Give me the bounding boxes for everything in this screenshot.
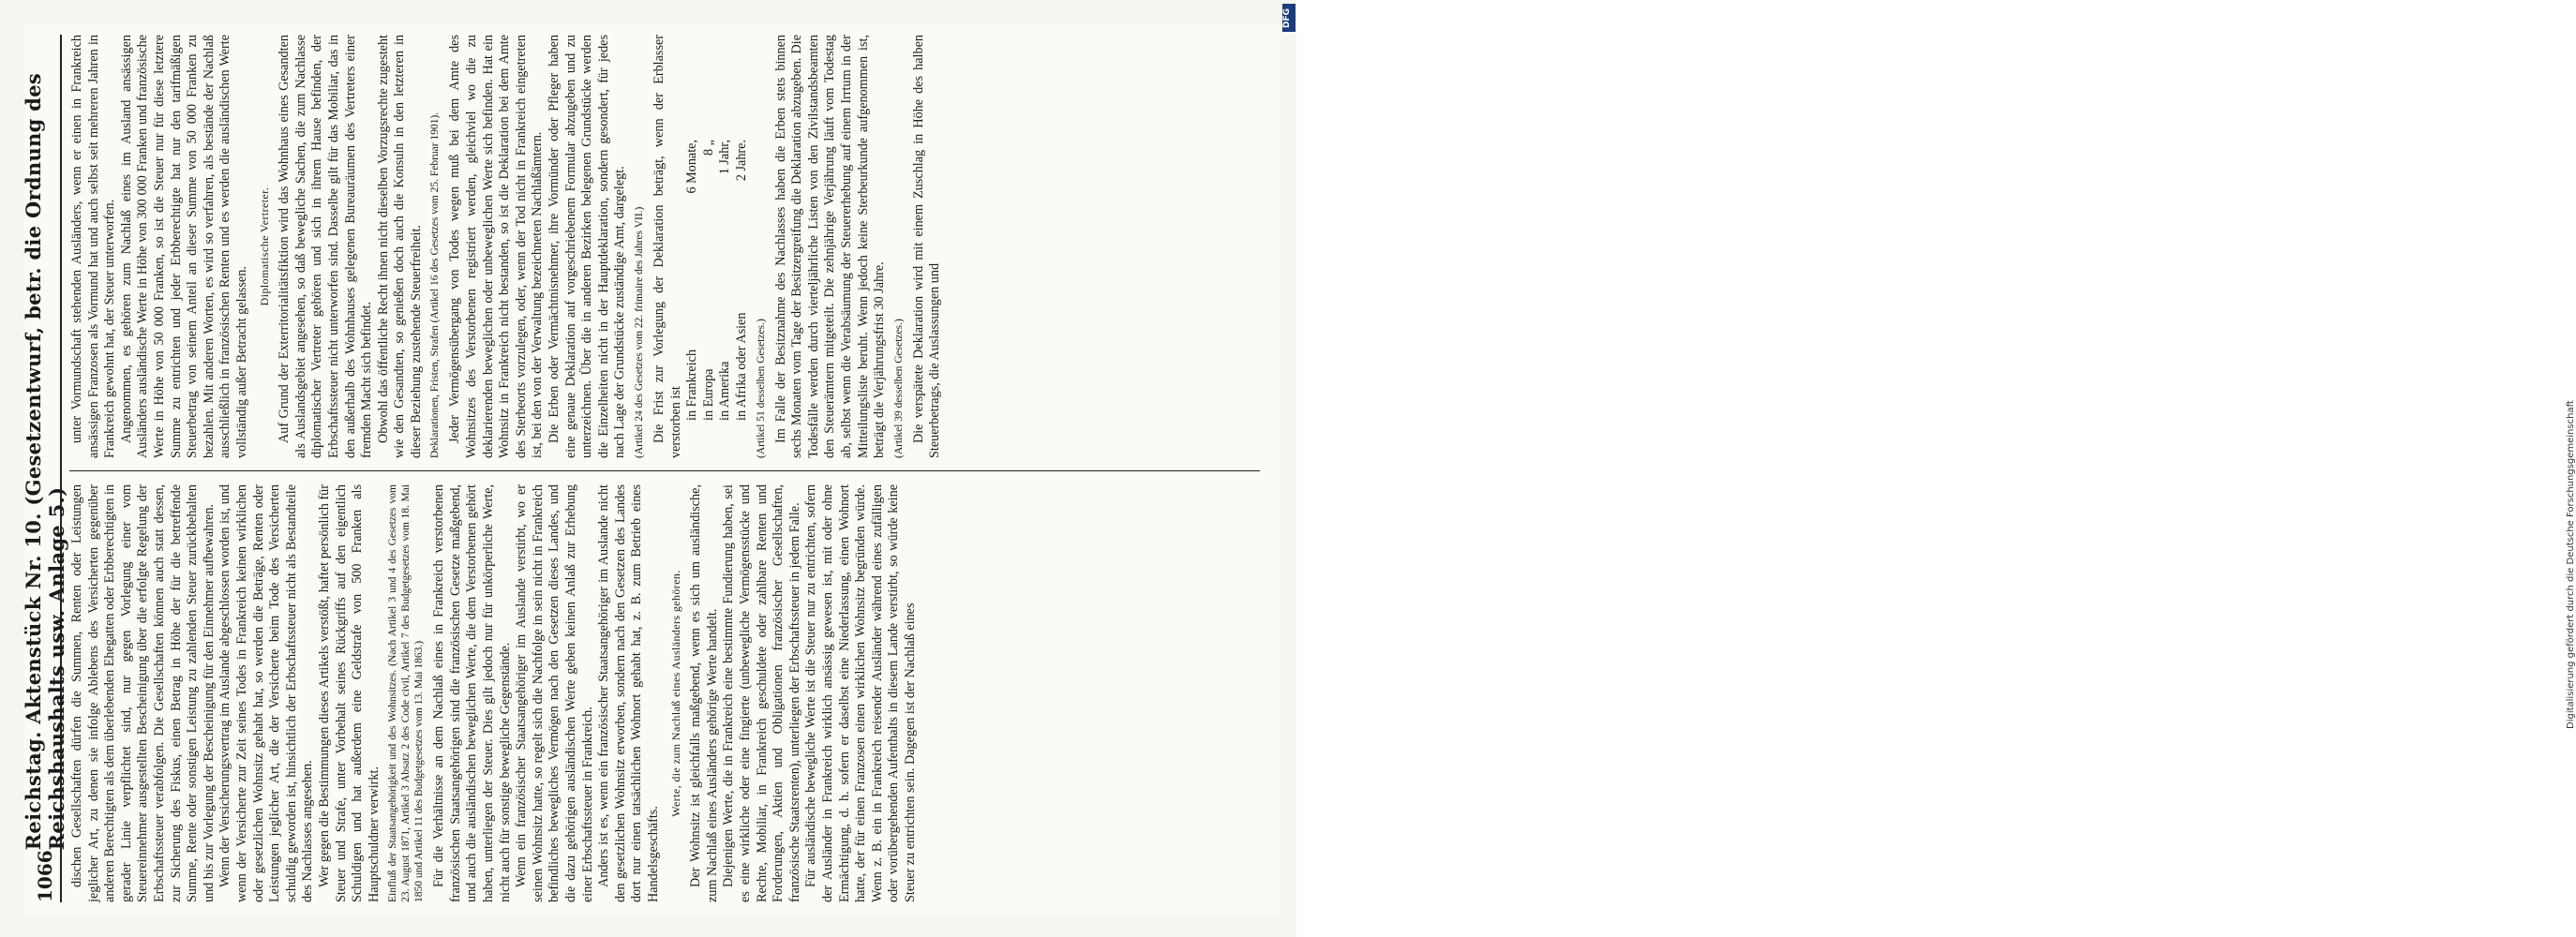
deadline-row: [717, 140, 734, 458]
paragraph: Die Erben oder Vermächtnisnehmer, ihre Vormünder oder Pfleger haben eine genaue Deklaration auf vorgeschriebenem Formular abzugeben und zu unterzeichnen. Über die in anderen Bezirken belegenen Grundstücke werden die Einzelheiten nicht in der Hauptdeklaration, sondern gesondert, für jedes nach Lage der Grundstücke zuständige Amt, dargelegt.: [547, 35, 628, 458]
deadline-term: 6 Monate,: [684, 140, 700, 194]
margin-note: [1280, 36, 2576, 729]
paragraph: Für ausländische bewegliche Werte ist die Steuer nur zu entrichten, sofern der Ausländer in Frankreich wirklich ansässig gewesen ist, mit oder ohne Ermächtigung, d. h. sofern er daselbst eine Niederlassung, einen Wohnort hatte, der für einen Franzosen einen wirklichen Wohnsitz begründen würde. Wenn z. B. ein in Frankreich reisender Ausländer während eines zufälligen oder vorübergehenden Aufenthalts in diesem Lande verstirbt, so würde keine Steuer zu entrichten sein. Dagegen ist der Nachlaß eines: [803, 484, 918, 902]
paragraph: Wer gegen die Bestimmungen dieses Artikels verstößt, haftet persönlich für Steuer und Strafe, unter Vorbehalt seines Rückgriffs auf den eigentlich Schuldigen und hat außerdem eine Geldstrafe von 500 Franken als Hauptschuldner verwirkt.: [316, 484, 382, 902]
paragraph: Auf Grund der Exterritorialitätsfiktion wird das Wohnhaus eines Gesandten als Auslandsgebiet angesehen, so daß bewegliche Sachen, die zum Nachlasse diplomatischer Vertreter gehören und sich in ihrem Hause befinden, der Erbschaftssteuer nicht unterworfen sind. Dasselbe gilt für das Mobiliar, das in den außerhalb des Wohnhauses gelegenen Bureauräumen des Vertreters einer fremden Macht sich befindet.: [277, 35, 375, 458]
digitization-note: Digitalisierung gefördert durch die Deutsche Forschungsgemeinschaft: [2566, 400, 2576, 729]
paragraph: unter Vormundschaft stehenden Ausländers, wenn er einen in Frankreich ansässigen Franzosen als Vormund hat und auch selbst seit mehreren Jahren in Frankreich gewohnt hat, der Steuer unterworfen.: [69, 35, 118, 458]
section-note: Deklarationen, Fristen, Strafen (Artikel 16 des Gesetzes vom 25. Februar 1901).: [429, 112, 442, 458]
paragraph: Obwohl das öffentliche Recht ihnen nicht dieselben Vorzugsrechte zugesteht wie den Gesandten, so genießen doch auch die Konsuln in den letzteren in dieser Beziehung zustehende Steuerfreiheit.: [375, 35, 424, 458]
text-columns: [69, 35, 1269, 902]
deadline-term: 1 Jahr,: [717, 140, 733, 175]
deadline-row: [734, 140, 751, 458]
paragraph: Für die Verhältnisse an dem Nachlaß eines in Frankreich verstorbenen französischen Staatsangehörigen sind die französischen Gesetze maßgebend, und auch die ausländischen beweglichen Werte, die dem Verstorbenen gehört haben, unterliegen der Steuer. Dies gilt jedoch nur für unkörperliche Werte, nicht auch für sonstige bewegliche Gegenstände.: [431, 484, 513, 902]
paragraph: Angenommen, es gehören zum Nachlaß eines im Ausland ansässigen Ausländers ausländische Werte in Höhe von 300 000 Franken und französische Werte in Höhe von 50 000 Franken, so ist die Steuer nur für diese letztere Summe zu entrichten und jeder Erbberechtigte hat nur den tarifmäßigen Steuerbetrag von seinem Anteil an dieser Summe von 50 000 Franken zu bezahlen. Mit anderen Worten, es wird so verfahren, als bestände der Nachlaß ausschließlich in französischen Renten und es werden die ausländischen Werte vollständig außer Betracht gelassen.: [118, 35, 249, 458]
deadline-row: [701, 140, 718, 458]
paragraph: Wenn der Versicherungsvertrag im Auslande abgeschlossen worden ist, und wenn der Versicherte zur Zeit seines Todes in Frankreich keinen wirklichen oder gesetzlichen Wohnsitz gehabt hat, so werden die Beträge, Renten oder Leistungen jeglicher Art, die der Versicherte beim Tode des Versicherten schuldig geworden ist, hinsichtlich der Erbschaftssteuer nicht als Bestandteile des Nachlasses angesehen.: [217, 484, 316, 902]
section-note: (Artikel 24 des Gesetzes vom 22. frimaire des Jahres VII.): [634, 206, 645, 458]
paragraph: Die Frist zur Vorlegung der Deklaration beträgt, wenn der Erblasser verstorben ist: [651, 35, 683, 458]
right-column: [69, 35, 1260, 458]
paragraph: Anders ist es, wenn ein französischer Staatsangehöriger im Auslande nicht den gesetzlichen Wohnsitz erworben, sondern nach den Gesetzen des Landes dort nur einen tatsächlichen Wohnort gehabt hat, z. B. zum Betrieb eines Handelsgeschäfts.: [596, 484, 661, 902]
section-note: (Artikel 39 desselben Gesetzes.): [892, 319, 905, 458]
paragraph: Die verspätete Deklaration wird mit einem Zuschlag in Höhe des halben Steuerbetrags, die Auslassungen und: [910, 35, 943, 458]
deadline-term: 8 „: [700, 140, 716, 156]
page-header: [22, 35, 68, 902]
deadline-place: in Europa: [700, 368, 716, 421]
paragraph: dischen Gesellschaften dürfen die Summen, Renten oder Leistungen jeglicher Art, zu denen sie infolge Ablebens des Versicherten gegenüber anderen Berechtigten als dem überlebenden Ehegatten oder Erbberechtigten in gerader Linie verpflichtet sind, nur gegen Vorlegung einer vom Steuereinnehmer ausgestellten Bescheinigung über die erfolgte Regelung der Erbschaftssteuer verabfolgen. Die Gesellschaften können auch statt dessen, zur Sicherung des Fiskus, einen Betrag in Höhe der für die betreffende Summe, Rente oder sonstigen Leistung zu zahlenden Steuer zurückbehalten und bis zur Vorlegung der Bescheinigung für den Einnehmer aufbewahren.: [69, 484, 217, 902]
paragraph: Wenn ein französischer Staatsangehöriger im Auslande verstirbt, wo er seinen Wohnsitz hatte, so regelt sich die Nachfolge in sein nicht in Frankreich befindliches bewegliches Vermögen nach den Gesetzen dieses Landes, und die dazu gehörigen ausländischen Werte geben keinen Anlaß zur Erhebung einer Erbschaftssteuer in Frankreich.: [514, 484, 595, 902]
section-note: Einfluß der Staatsangehörigkeit und des Wohnsitzes. (Nach Artikel 3 und 4 des Gesetzes vom 23. August 1871, Artikel 3 Absatz 2 des Code civil, Artikel 7 des Budgetgesetzes vom 18. Mai 1850 und Artikel 11 des Budgetgesetzes vom 13. Mai 1863.): [387, 484, 426, 902]
dfg-logo: DFG: [1282, 4, 1295, 32]
paragraph: Der Wohnsitz ist gleichfalls maßgebend, wenn es sich um ausländische, zum Nachlaß eines Ausländers gehörige Werte handelt.: [688, 484, 720, 902]
deadline-term: 2 Jahre.: [733, 140, 749, 182]
section-heading: Diplomatische Vertreter.: [257, 186, 271, 306]
paragraph: Jeder Vermögensübergang von Todes wegen muß bei dem Amte des Wohnsitzes des Verstorbenen registriert werden, gleichviel wo die zu deklarierenden beweglichen oder unbeweglichen Werte sich befinden. Hat ein Wohnsitz in Frankreich nicht bestanden, so ist die Deklaration bei dem Amte des Sterbeorts vorzulegen, oder, wenn der Tod nicht in Frankreich eingetreten ist, bei den von der Verwaltung bezeichneten Nachlaßämtern.: [447, 35, 546, 458]
paragraph: Im Falle der Besitznahme des Nachlasses haben die Erben stets binnen sechs Monaten vom Tage der Besitzergreifung die Deklaration abzugeben. Die Todesfälle werden durch vierteljährliche Listen von den Zivilstandsbeamten den Steuerämtern mitgeteilt. Die zehnjährige Verjährung läuft vom Todestag ab, selbst wenn die Verabsäumung der Steuererhebung auf einem Irrtum in der Mitteilungsliste beruht. Wenn jedoch keine Sterbeurkunde aufgenommen ist, beträgt die Verjährungsfrist 30 Jahre.: [772, 35, 888, 458]
deadline-place: in Afrika oder Asien: [733, 312, 749, 421]
column-divider: [69, 470, 1260, 471]
deadline-place: in Frankreich: [684, 349, 700, 421]
page-title: Reichstag. Aktenstück Nr. 10. (Gesetzentwurf, betr. die Ordnung des Reichshaushalts usw. Anlage 5.): [22, 73, 68, 851]
deadline-row: [684, 140, 701, 458]
paragraph: Diejenigen Werte, die in Frankreich eine bestimmte Fundierung haben, sei es eine wirkliche oder eine fingierte (unbewegliche Vermögensstücke und Rechte, Mobiliar, in Frankreich geschuldete oder zahlbare Renten und Forderungen, Aktien und Obligationen französischer Gesellschaften, französische Staatsrenten), unterliegen der Erbschaftssteuer in jedem Falle.: [721, 484, 802, 902]
document-page: [24, 23, 1281, 914]
deadline-place: in Amerika: [717, 361, 733, 421]
left-column: [69, 484, 1260, 902]
section-heading: Werte, die zum Nachlaß eines Ausländers gehören.: [668, 570, 682, 817]
section-note: (Artikel 51 desselben Gesetzes.): [755, 319, 767, 458]
page-number: 1066: [34, 850, 56, 902]
